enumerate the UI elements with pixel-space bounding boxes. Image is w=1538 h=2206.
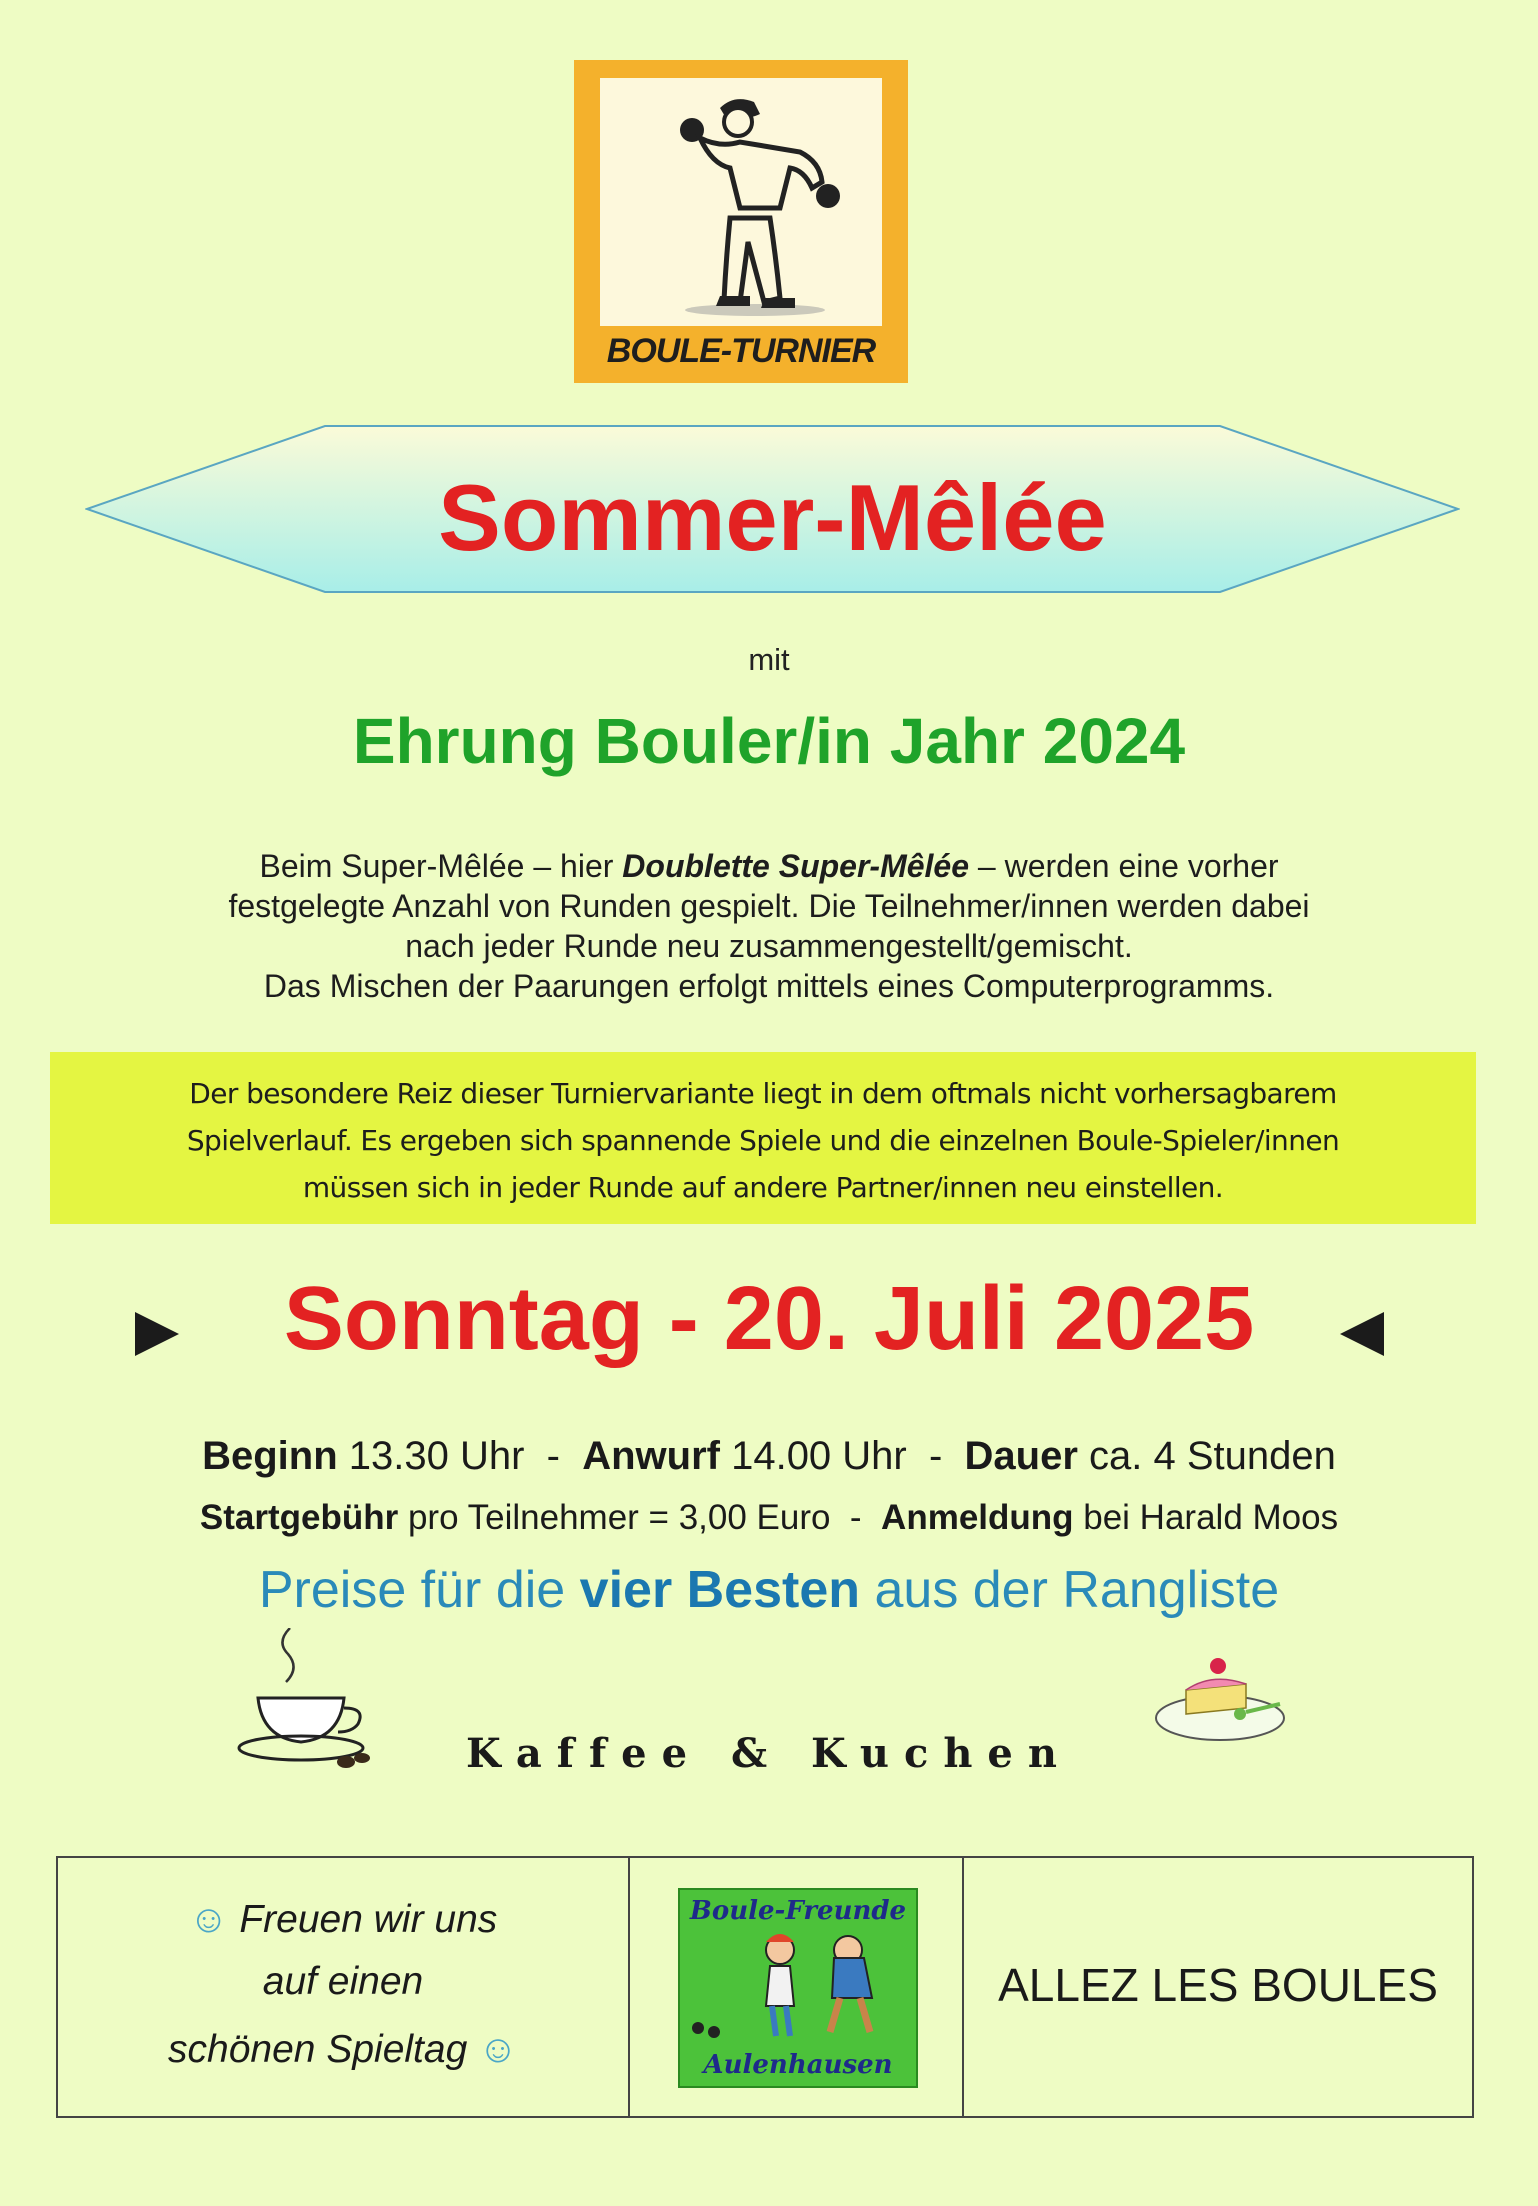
prizes-line [0,1560,1538,1620]
highlight-box [50,1052,1476,1224]
intro-line-2: festgelegte Anzahl von Runden gespielt. Die Teilnehmer/innen werden dabei [228,888,1310,924]
footer-club-cell [628,1858,964,2116]
subtitle: Ehrung Bouler/in Jahr 2024 [352,705,1186,777]
startgebuehr-label: Startgebühr [199,1498,399,1537]
prizes-end: aus der Rangliste [860,1561,1280,1619]
greeting-text-3: schönen Spieltag [168,2028,468,2071]
intro-line-1-end: – werden eine vorher [969,848,1279,884]
fees-line [0,1498,1538,1538]
event-date: Sonntag - 20. Juli 2025 [283,1269,1255,1369]
highlight-line-3: müssen sich in jeder Runde auf andere Partner/innen neu einstellen. [302,1171,1224,1204]
prizes-start: Preise für die [258,1561,580,1619]
club-players-illustration [680,1928,916,2048]
footer-greeting-cell [58,1858,630,2116]
boule-turnier-logo [574,60,908,383]
smiley-icon: ☺ [188,1898,229,1941]
highlight-text [70,1070,1456,1211]
smiley-icon: ☺ [478,2028,518,2071]
intro-line-1 [60,846,1478,886]
greeting-line-1 [58,1898,628,1942]
intro-paragraph [60,846,1478,1006]
slogan-text: ALLEZ LES BOULES [998,1959,1438,2011]
intro-line-1-start: Beim Super-Mêlée – hier [259,848,623,884]
anwurf-value: 14.00 Uhr - [719,1434,965,1478]
kaffee-kuchen-text: Kaffee & Kuchen [466,1730,1072,1777]
startgebuehr-value: pro Teilnehmer = 3,00 Euro - [398,1498,882,1537]
anwurf-label: Anwurf [582,1434,720,1478]
intro-line-3: nach jeder Runde neu zusammengestellt/gemischt. [405,928,1133,964]
prizes-emphasis: vier Besten [579,1561,861,1619]
logo-caption: BOULE-TURNIER [606,332,876,370]
greeting-line-3 [58,2028,628,2072]
boule-player-icon [600,78,882,326]
arrow-left-icon [1340,1312,1384,1356]
highlight-line-2: Spielverlauf. Es ergeben sich spannende Spiele und die einzelnen Boule-Spieler/innen [186,1124,1340,1157]
highlight-line-1: Der besondere Reiz dieser Turniervariante liegt in dem oftmals nicht vorhersagbarem [189,1077,1337,1110]
anmeldung-value: bei Harald Moos [1073,1498,1339,1537]
title-banner [85,424,1460,594]
beginn-label: Beginn [202,1434,338,1478]
intro-line-4: Das Mischen der Paarungen erfolgt mittels eines Computerprogramms. [263,968,1275,1004]
schedule-line [0,1434,1538,1479]
boule-player-illustration [600,78,882,326]
dauer-value: ca. 4 Stunden [1077,1434,1336,1478]
club-logo [678,1888,918,2088]
footer-table [56,1856,1474,2118]
footer-slogan-cell [964,1858,1472,2116]
beginn-value: 13.30 Uhr - [337,1434,583,1478]
greeting-line-2: auf einen [262,1960,424,2003]
greeting-text-1: Freuen wir uns [239,1898,498,1941]
connector-text: mit [748,642,790,677]
club-name-top: Boule-Freunde [689,1896,907,1926]
page-title: Sommer-Mêlée [438,465,1107,570]
club-name-bottom: Aulenhausen [703,2050,893,2080]
intro-emphasis: Doublette Super-Mêlée [622,848,970,884]
anmeldung-label: Anmeldung [881,1498,1074,1537]
dauer-label: Dauer [964,1434,1078,1478]
